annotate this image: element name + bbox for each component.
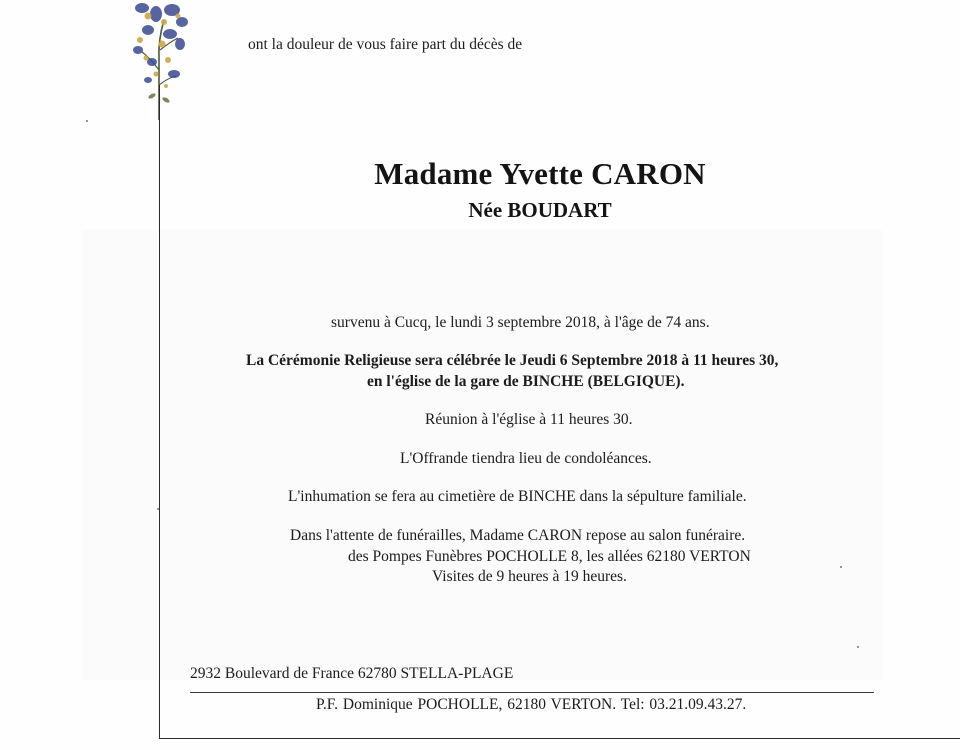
flower-sprig-icon [112, 0, 202, 120]
burial-text: L'inhumation se fera au cimetière de BINCHE dans la sépulture familiale. [288, 488, 747, 505]
maiden-name: Née BOUDART [468, 198, 612, 222]
rest-line-3: Visites de 9 heures à 19 heures. [432, 568, 627, 585]
scan-speck [857, 646, 859, 648]
death-details: survenu à Cucq, le lundi 3 septembre 2018, à l'âge de 74 ans. [331, 314, 710, 331]
ceremony-line-2: en l'église de la gare de BINCHE (BELGIQUE). [367, 373, 685, 390]
intro-text: ont la douleur de vous faire part du décès de [248, 36, 523, 53]
scan-speck [840, 566, 842, 568]
rest-line-2: des Pompes Funèbres POCHOLLE 8, les allées 62180 VERTON [348, 548, 751, 565]
ceremony-line-1: La Cérémonie Religieuse sera célébrée le Jeudi 6 Septembre 2018 à 11 heures 30, [246, 352, 779, 369]
footer-divider [190, 692, 874, 693]
scan-speck [86, 120, 88, 122]
funeral-home-footer: P.F. Dominique POCHOLLE, 62180 VERTON. Tel: 03.21.09.43.27. [316, 696, 747, 713]
offering-text: L'Offrande tiendra lieu de condoléances. [400, 450, 652, 467]
scan-speck [157, 508, 159, 510]
rest-line-1: Dans l'attente de funérailles, Madame CARON repose au salon funéraire. [290, 527, 746, 544]
deceased-name: Madame Yvette CARON [374, 156, 706, 191]
bottom-border-rule [159, 738, 960, 739]
family-address: 2932 Boulevard de France 62780 STELLA-PLAGE [190, 665, 514, 682]
meeting-text: Réunion à l'église à 11 heures 30. [425, 411, 633, 428]
